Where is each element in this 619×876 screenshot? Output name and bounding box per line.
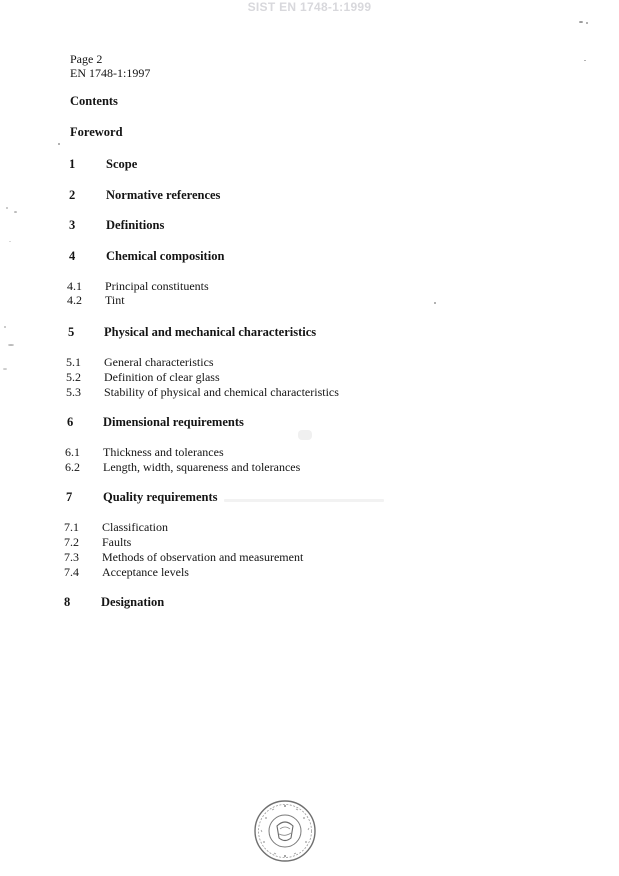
toc-entry-number: 7 — [66, 490, 73, 504]
scan-smudge — [298, 430, 312, 440]
scan-speck — [14, 211, 17, 213]
toc-entry-title: Definition of clear glass — [104, 370, 220, 384]
toc-entry-title: Normative references — [106, 188, 221, 202]
toc-entry-number: 4.2 — [67, 293, 82, 307]
toc-entry-number: 7.2 — [64, 535, 79, 549]
toc-entry-number: 6.2 — [65, 460, 80, 474]
toc-entry-number: 1 — [69, 157, 76, 171]
contents-heading: Contents — [70, 94, 118, 108]
toc-entry-title: Tint — [105, 293, 125, 307]
scan-speck — [3, 368, 7, 370]
watermark: SIST EN 1748-1:1999 — [247, 0, 372, 14]
scan-speck — [58, 143, 60, 145]
toc-entry-number: 6 — [67, 415, 74, 429]
scan-speck — [579, 21, 583, 23]
standard-number: EN 1748-1:1997 — [70, 66, 151, 80]
toc-entry-number: 6.1 — [65, 445, 80, 459]
toc-entry-title: Designation — [101, 595, 165, 609]
toc-entry-number: 7.3 — [64, 550, 79, 564]
toc-entry-number: 3 — [69, 218, 76, 232]
toc-entry-title: Classification — [102, 520, 168, 534]
foreword-heading: Foreword — [70, 125, 123, 139]
toc-entry-number: 7.4 — [64, 565, 79, 579]
toc-entry-title: Scope — [106, 157, 138, 171]
toc-entry-title: Physical and mechanical characteristics — [104, 325, 317, 339]
scan-speck — [584, 60, 586, 61]
toc-entry-title: Methods of observation and measurement — [102, 550, 304, 564]
toc-entry-number: 5.3 — [66, 385, 81, 399]
toc-entry-title: Principal constituents — [105, 279, 209, 293]
toc-entry-number: 8 — [64, 595, 71, 609]
toc-entry-title: Length, width, squareness and tolerances — [103, 460, 301, 474]
scan-speck — [586, 22, 588, 24]
scan-speck — [6, 207, 8, 209]
scan-speck — [4, 326, 6, 328]
toc-entry-title: General characteristics — [104, 355, 214, 369]
toc-entry-number: 4.1 — [67, 279, 82, 293]
toc-entry-title: Stability of physical and chemical characteristics — [104, 385, 339, 399]
page-number: Page 2 — [70, 52, 103, 66]
toc-entry-title: Faults — [102, 535, 132, 549]
toc-entry-title: Chemical composition — [106, 249, 225, 263]
toc-entry-title: Acceptance levels — [102, 565, 189, 579]
toc-entry-number: 7.1 — [64, 520, 79, 534]
toc-entry-title: Quality requirements — [103, 490, 218, 504]
toc-entry-number: 5 — [68, 325, 75, 339]
seal-stamp-icon — [252, 798, 318, 864]
toc-entry-number: 5.2 — [66, 370, 81, 384]
scan-speck — [434, 302, 436, 304]
toc-entry-title: Dimensional requirements — [103, 415, 244, 429]
toc-entry-number: 5.1 — [66, 355, 81, 369]
toc-entry-title: Definitions — [106, 218, 165, 232]
page-reference — [70, 52, 150, 80]
scan-speck — [9, 241, 11, 242]
toc-entry-number: 2 — [69, 188, 76, 202]
toc-entry-number: 4 — [69, 249, 76, 263]
scan-smudge — [224, 499, 384, 502]
toc-entry-title: Thickness and tolerances — [103, 445, 224, 459]
scan-speck — [8, 344, 14, 346]
